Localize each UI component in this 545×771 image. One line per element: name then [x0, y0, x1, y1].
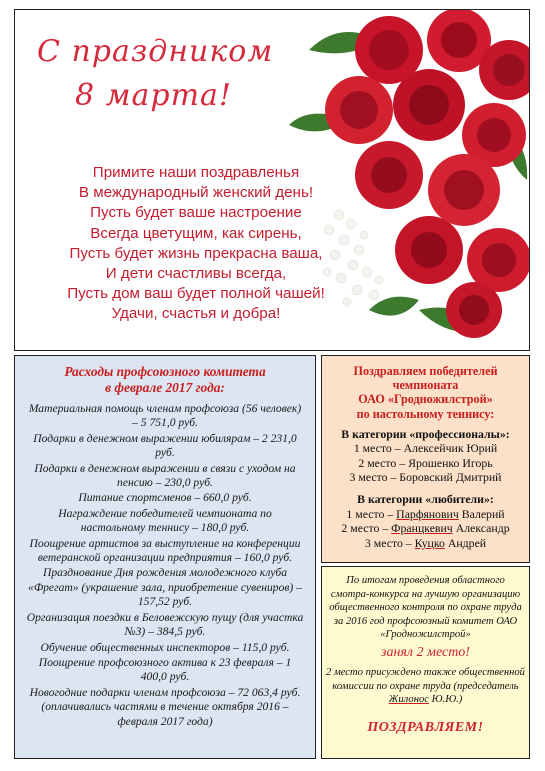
expense-item: Подарки в денежном выражении в связи с уходом на пенсию – 230,0 руб.	[34, 461, 296, 490]
winners-title	[326, 364, 525, 421]
amateur-category-heading: В категории «любители»:	[357, 492, 494, 507]
labor-safety-contest-panel	[321, 566, 530, 759]
expense-item: Поощрение артистов за выступление на конференции ветеранской организации предприятия – 160,0 руб.	[29, 536, 301, 565]
pro-winner: 2 место – Ярошенко Игорь	[358, 455, 493, 470]
congratulations-text: ПОЗДРАВЛЯЕМ!	[367, 719, 484, 735]
greeting-banner	[14, 9, 530, 351]
headline-line-2: 8 марта!	[75, 78, 232, 113]
contest-place: занял 2 место!	[381, 644, 470, 660]
expense-item: Новогодние подарки членам профсоюза – 72 063,4 руб. (оплачивались частями в течение октября 2016 – февраля 2017 года)	[29, 685, 301, 728]
expense-item: Обучение общественных инспекторов – 115,0 руб.	[40, 640, 290, 654]
contest-second-award: 2 место присуждено также общественной комиссии по охране труда (председатель Жилонос Ю.Ю.)	[326, 666, 525, 706]
tennis-winners-panel	[321, 355, 530, 563]
expenses-title	[25, 364, 305, 396]
expense-item: Организация поездки в Беловежскую пущу (для участка №3) – 384,5 руб.	[26, 610, 304, 639]
winners-title-line: ОАО «Гродножилстрой»	[358, 392, 493, 407]
greeting-poem	[15, 163, 377, 325]
poem-line: Пусть будет жизнь прекрасна ваша,	[69, 244, 323, 262]
winners-title-line: Поздравляем победителей	[353, 364, 498, 378]
expense-item: Питание спортсменов – 660,0 руб.	[78, 491, 252, 505]
headline-line-1: С праздником	[37, 34, 274, 69]
expense-item: Материальная помощь членам профсоюза (56 человек) – 5 751,0 руб.	[28, 402, 302, 430]
pro-winner: 1 место – Алексейчик Юрий	[353, 441, 498, 456]
expenses-panel	[14, 355, 316, 759]
expense-item: Празднование Дня рождения молодежного клуба «Фрегат» (украшение зала, приобретение сувениров) – 157,52 руб.	[28, 566, 302, 609]
amateur-winner: 3 место – Куцко Андрей	[364, 535, 487, 550]
amateur-winner: 2 место – Францкевич Александр	[341, 521, 510, 536]
pro-winner: 3 место – Боровский Дмитрий	[349, 470, 502, 485]
poem-line: Примите наши поздравленья	[92, 164, 300, 181]
expenses-title-line: Расходы профсоюзного комитета	[64, 364, 266, 379]
contest-text: По итогам проведения областного смотра-конкурса на лучшую организацию общественного контроля по охране труда за 2016 год профсоюзный комитет ОАО «Гродножилстрой»	[329, 575, 522, 641]
poem-line: Всегда цветущим, как сирень,	[90, 224, 302, 242]
poem-line: Пусть будет ваше настроение	[90, 204, 302, 222]
expense-item: Подарки в денежном выражении юбилярам – 2 231,0 руб.	[33, 431, 297, 460]
holiday-headline	[29, 30, 309, 118]
poem-line: В международный женский день!	[78, 184, 314, 202]
amateur-winner: 1 место – Парфянович Валерий	[346, 506, 505, 521]
poem-line: Удачи, счастья и добра!	[111, 305, 281, 323]
poem-line: И дети счастливы всегда,	[105, 265, 287, 283]
winners-title-line: по настольному теннису:	[356, 406, 495, 421]
expenses-title-line: в феврале 2017 года:	[105, 380, 225, 395]
poem-line: Пусть дом ваш будет полной чашей!	[67, 285, 325, 303]
winners-title-line: чемпионата	[392, 378, 459, 393]
expense-item: Поощрение профсоюзного актива к 23 февраля – 1 400,0 руб.	[38, 655, 292, 684]
expense-item: Награждение победителей чемпионата по настольному теннису – 180,0 руб.	[58, 506, 272, 535]
pro-category-heading: В категории «профессионалы»:	[341, 426, 510, 441]
